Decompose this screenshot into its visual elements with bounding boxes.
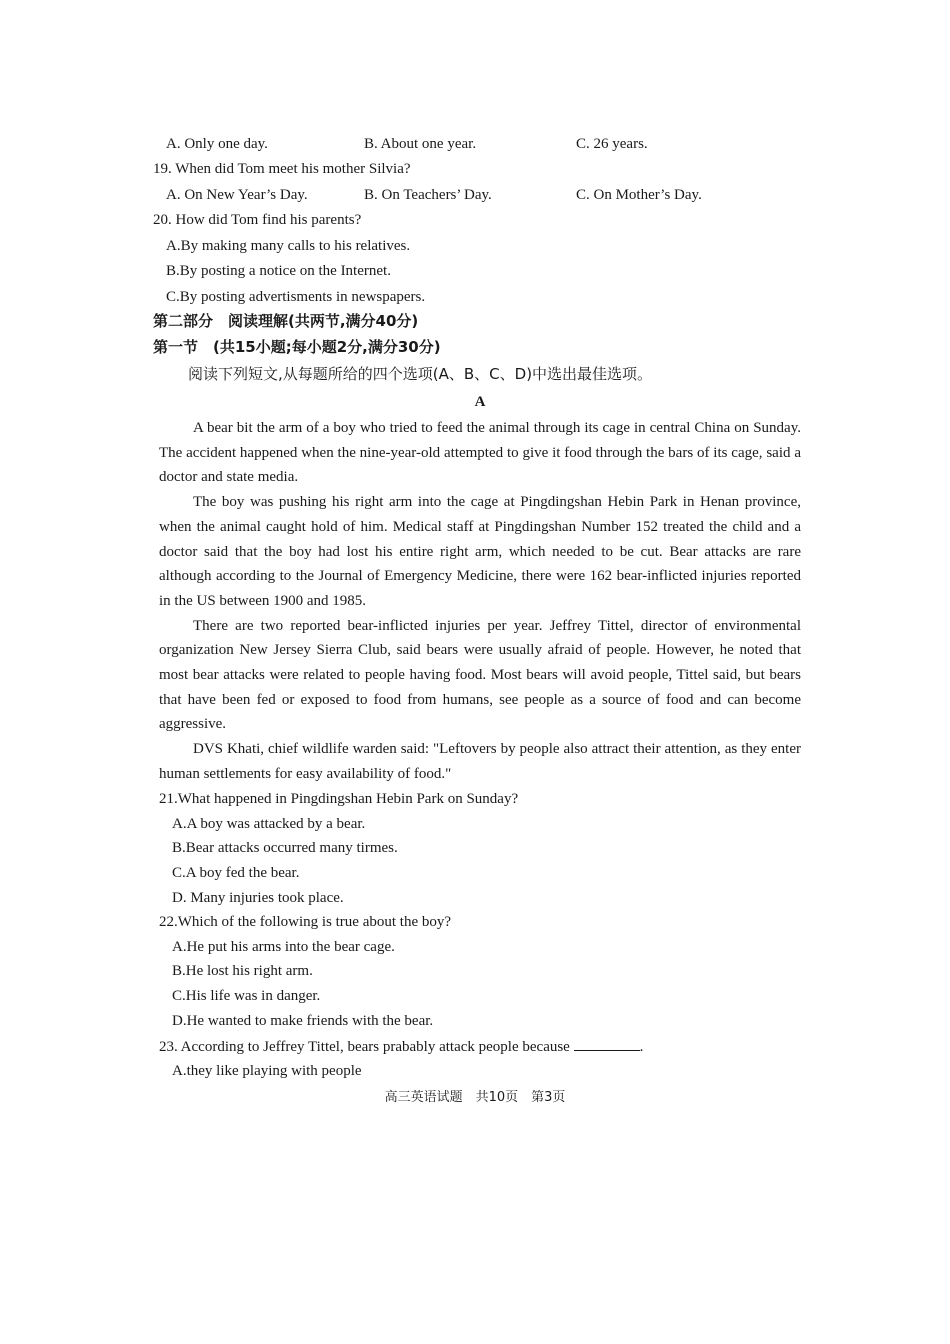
instruction: 阅读下列短文,从每题所给的四个选项(A、B、C、D)中选出最佳选项。 (188, 365, 653, 383)
q22-option-a: A.He put his arms into the bear cage. (172, 939, 395, 955)
q19-stem: 19. When did Tom meet his mother Silvia? (153, 161, 411, 177)
passage-paragraph-4: DVS Khati, chief wildlife warden said: "Leftovers by people also attract their attention, as they enter human settlements for easy availability of food." (159, 741, 801, 782)
q21-option-c: C.A boy fed the bear. (172, 865, 300, 881)
q19-option-c: C. On Mother’s Day. (576, 187, 702, 203)
q23-stem: 23. According to Jeffrey Tittel, bears prabably attack people because (159, 1039, 570, 1055)
q19-options (166, 185, 806, 205)
answer-blank (574, 1036, 640, 1051)
q20-option-a: A.By making many calls to his relatives. (166, 238, 411, 254)
q22-option-b: B.He lost his right arm. (172, 963, 313, 979)
passage-paragraph-1: A bear bit the arm of a boy who tried to feed the animal through its cage in central China on Sunday. The accident happened when the nine-year-old attempted to give it food through the bars of its cage, said a doctor and state media. (159, 420, 801, 486)
q22-option-d: D.He wanted to make friends with the bear. (172, 1013, 434, 1029)
q21-option-d: D. Many injuries took place. (172, 890, 344, 906)
passage-paragraph-2: The boy was pushing his right arm into the cage at Pingdingshan Hebin Park in Henan province, when the animal caught hold of him. Medical staff at Pingdingshan Number 152 treated the child and a doctor said that the boy had lost his entire right arm, which needed to be cut. Bear attacks are rare although according to the Journal of Emergency Medicine, there were 162 bear-inflicted injuries reported in the US between 1900 and 1985. (159, 494, 801, 609)
page-footer: 高三英语试题 共10页 第3页 (384, 1090, 566, 1105)
q21-option-b: B.Bear attacks occurred many tirmes. (172, 840, 398, 856)
q20-option-c: C.By posting advertisments in newspapers. (166, 289, 426, 305)
q18-option-a: A. Only one day. (166, 136, 268, 152)
q18-option-c: C. 26 years. (576, 136, 648, 152)
q22-option-c: C.His life was in danger. (172, 988, 321, 1004)
q23-stem-row (159, 1036, 643, 1057)
q18-options (166, 134, 806, 154)
passage-title: A (474, 394, 486, 410)
q22-stem: 22.Which of the following is true about the boy? (159, 914, 452, 930)
q20-stem: 20. How did Tom find his parents? (153, 212, 362, 228)
passage-body (159, 416, 801, 787)
q18-option-b: B. About one year. (364, 136, 477, 152)
q21-stem: 21.What happened in Pingdingshan Hebin Park on Sunday? (159, 791, 519, 807)
passage-paragraph-3: There are two reported bear-inflicted injuries per year. Jeffrey Tittel, director of environmental organization New Jersey Sierra Club, said bears were usually afraid of people. However, he noted that most bear attacks were related to people having food. Most bears will avoid people, Tittel said, but bears that have been fed or exposed to food from humans, see people as a source of food and can become aggressive. (159, 617, 801, 733)
q19-option-b: B. On Teachers’ Day. (364, 187, 492, 203)
q23-option-a: A.they like playing with people (172, 1063, 362, 1079)
q23-stem-end: . (639, 1039, 644, 1055)
q21-option-a: A.A boy was attacked by a bear. (172, 816, 366, 832)
sub-section-title: 第一节 (共15小题;每小题2分,满分30分) (153, 338, 441, 356)
q19-option-a: A. On New Year’s Day. (166, 187, 308, 203)
q20-option-b: B.By posting a notice on the Internet. (166, 263, 391, 279)
part-title: 第二部分 阅读理解(共两节,满分40分) (153, 312, 419, 330)
